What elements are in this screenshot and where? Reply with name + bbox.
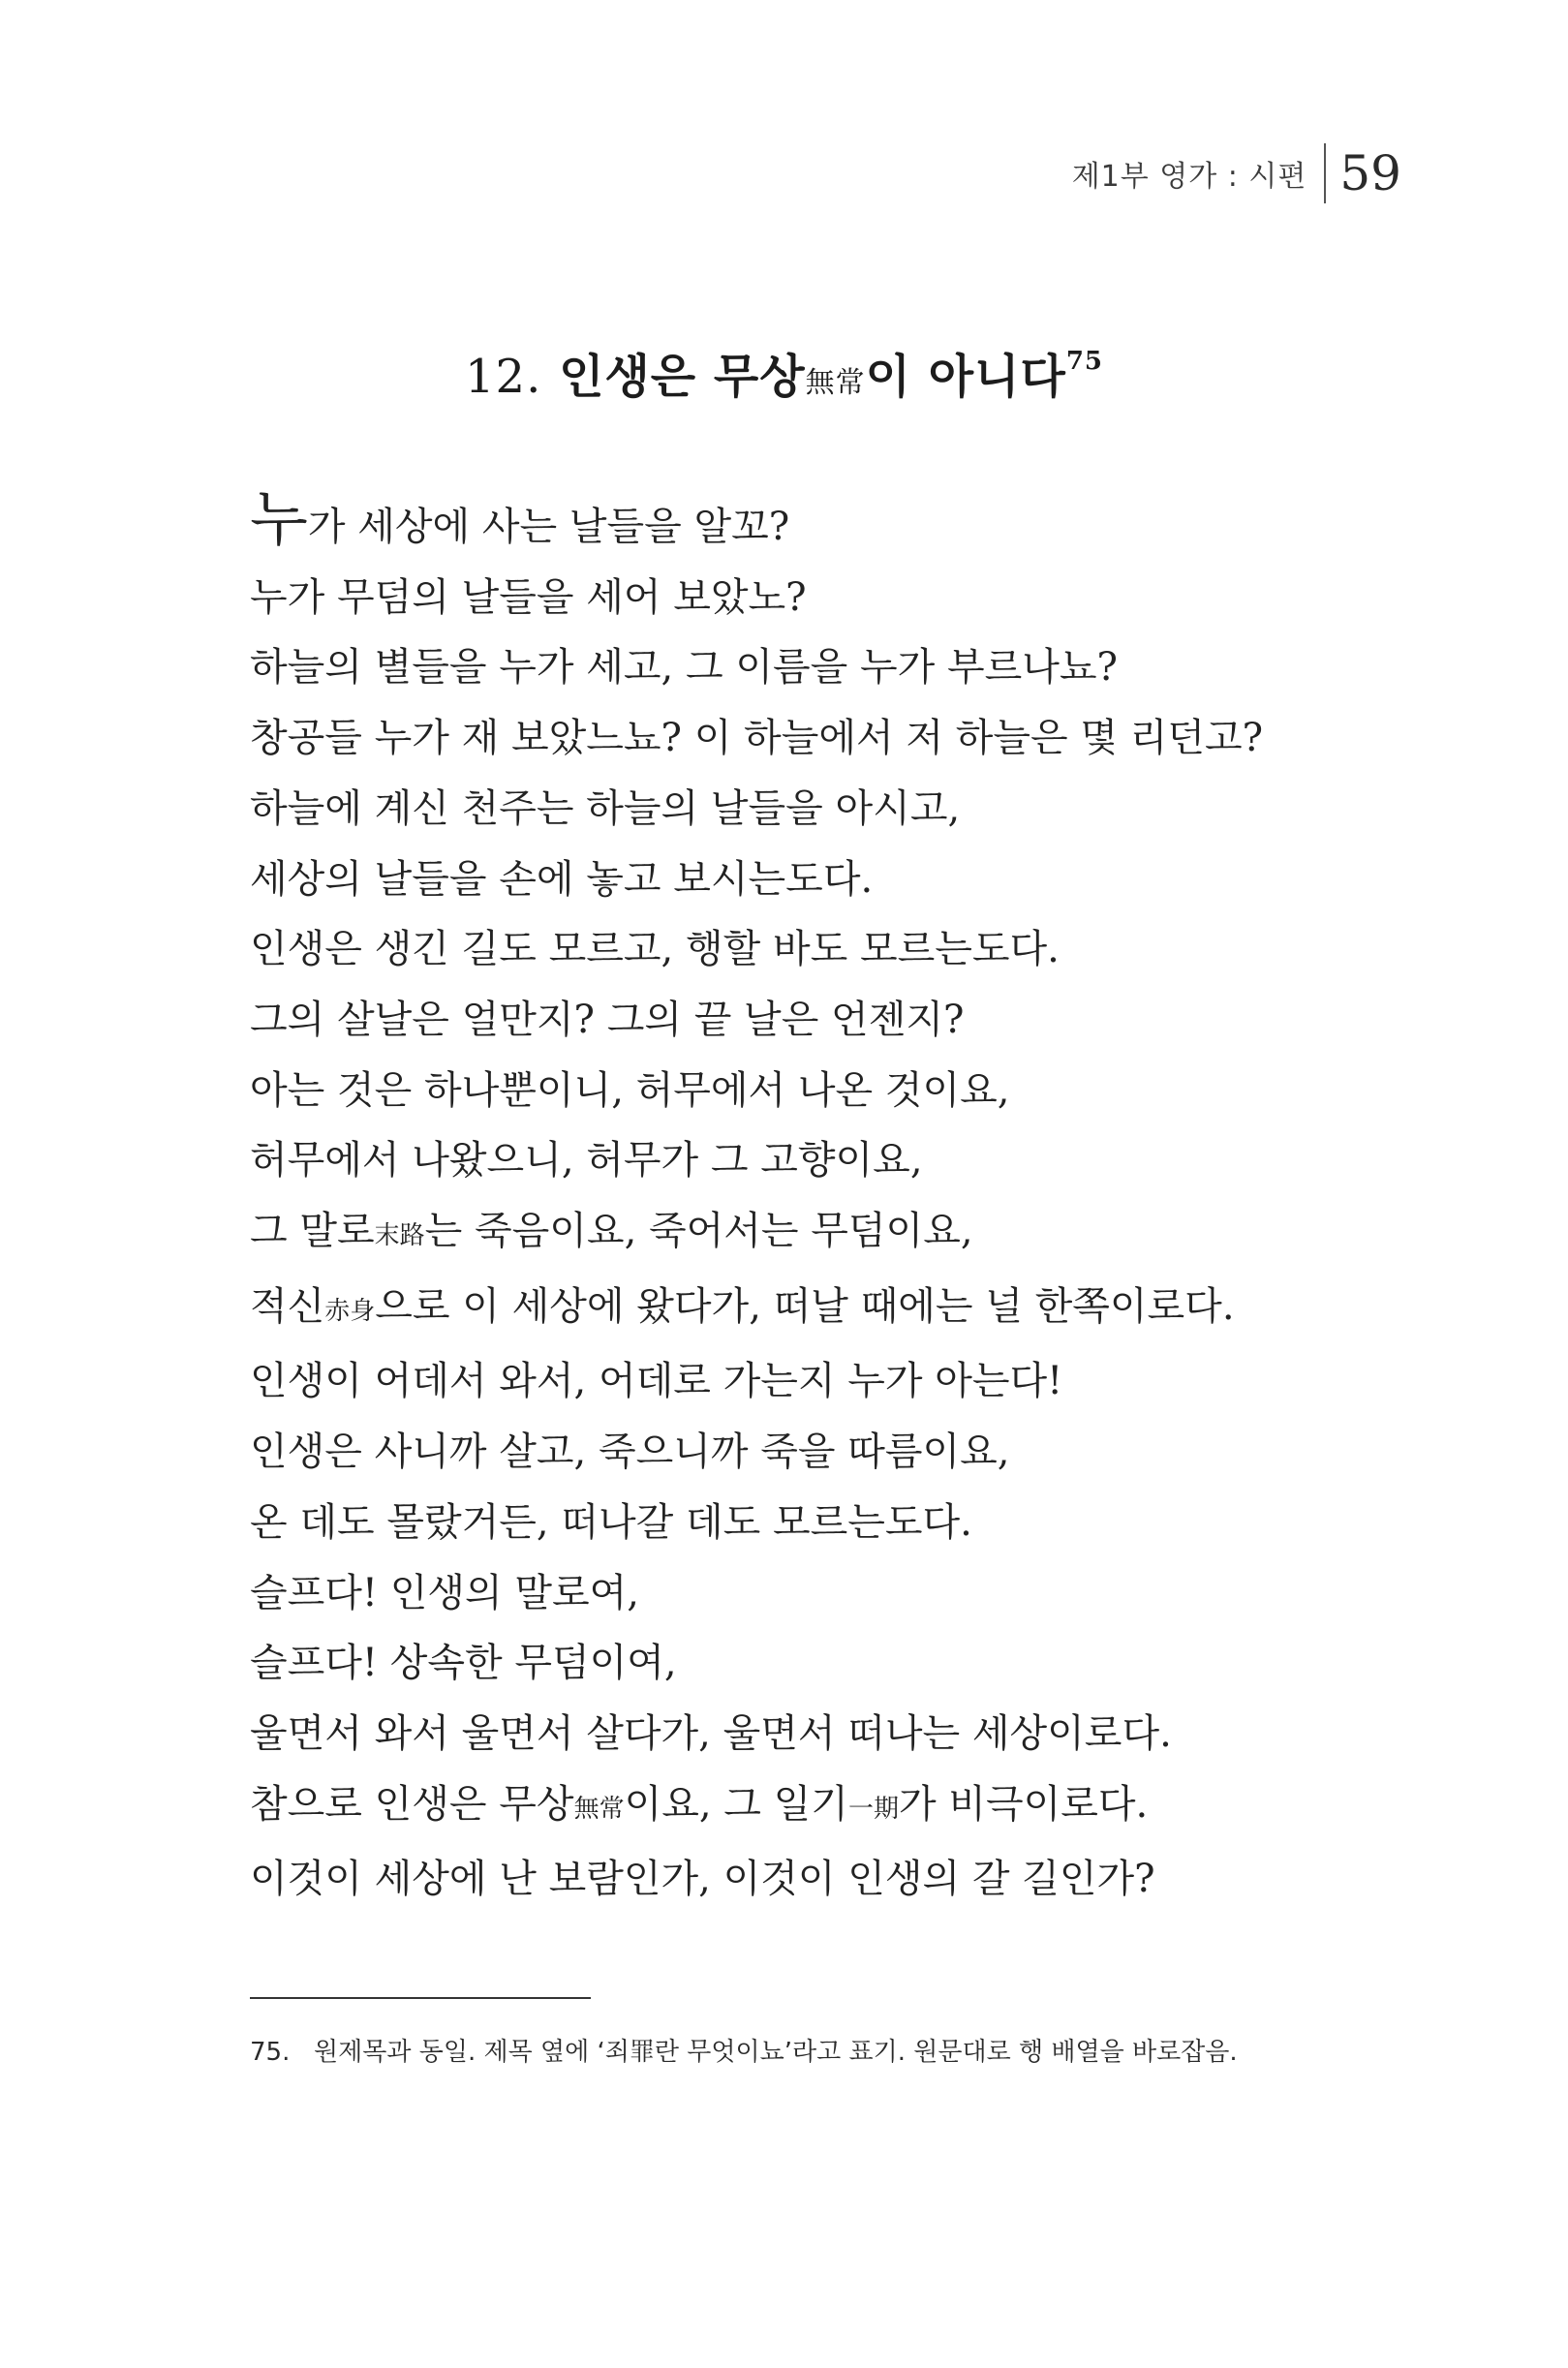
poem-line: 슬프다! 인생의 말로여,: [250, 1570, 639, 1615]
poem-line: 하늘에 계신 천주는 하늘의 날들을 아시고,: [250, 785, 961, 831]
poem-title: [0, 339, 1568, 406]
poem-line: 누가 세상에 사는 날들을 알꼬?: [250, 483, 790, 554]
poem-title-hanja: 無常: [805, 366, 866, 400]
poem-line: 세상의 날들을 손에 놓고 보시는도다.: [250, 856, 874, 902]
page-number: 59: [1339, 145, 1401, 201]
running-header: [1072, 143, 1401, 203]
hanja-annotation: 末路: [374, 1221, 425, 1251]
poem-line: 그 말로末路는 죽음이요, 죽어서는 무덤이요,: [250, 1209, 973, 1254]
poem-line: 참으로 인생은 무상無常이요, 그 일기一期가 비극이로다.: [250, 1781, 1149, 1827]
poem-line: 온 데도 몰랐거든, 떠나갈 데도 모르는도다.: [250, 1499, 972, 1545]
poem-line: 누가 무덤의 날들을 세어 보았노?: [250, 574, 807, 620]
poem-line: 인생은 생긴 길도 모르고, 행할 바도 모르는도다.: [250, 927, 1060, 972]
poem-line: 인생은 사니까 살고, 죽으니까 죽을 따름이요,: [250, 1430, 1010, 1475]
poem-number: 12.: [465, 350, 542, 404]
section-title: 제1부 영가 : 시편: [1071, 160, 1307, 194]
poem-line: 적신赤身으로 이 세상에 왔다가, 떠날 때에는 널 한쪽이로다.: [250, 1283, 1235, 1329]
poem-body: [250, 483, 1364, 1915]
poem-line: 슬프다! 상속한 무덤이여,: [250, 1641, 677, 1686]
poem-line: 이것이 세상에 난 보람인가, 이것이 인생의 갈 길인가?: [250, 1857, 1155, 1902]
poem-title-text-after: 이 아니다: [865, 350, 1066, 404]
hanja-annotation: 一期: [847, 1794, 899, 1824]
footnote: [250, 2032, 1412, 2068]
hanja-annotation: 無常: [573, 1794, 625, 1824]
hanja-annotation: 赤身: [324, 1296, 376, 1326]
poem-line: 인생이 어데서 와서, 어데로 가는지 누가 아는다!: [250, 1359, 1063, 1404]
drop-cap: 누: [250, 483, 308, 554]
footnote-number: 75.: [250, 2038, 291, 2067]
footnote-divider: [250, 1997, 591, 1999]
header-divider: [1324, 143, 1326, 203]
poem-line: 그의 살날은 얼만지? 그의 끝 날은 언젠지?: [250, 997, 965, 1042]
footnote-ref: 75: [1065, 347, 1103, 376]
poem-line: 울면서 와서 울면서 살다가, 울면서 떠나는 세상이로다.: [250, 1710, 1172, 1756]
poem-line: 하늘의 별들을 누가 세고, 그 이름을 누가 부르나뇨?: [250, 645, 1118, 691]
poem-line: 아는 것은 하나뿐이니, 허무에서 나온 것이요,: [250, 1067, 1010, 1113]
poem-line: 창공들 누가 재 보았느뇨? 이 하늘에서 저 하늘은 몇 리던고?: [250, 716, 1264, 761]
footnote-text: 원제목과 동일. 제목 옆에 ‘죄罪란 무엇이뇨’라고 표기. 원문대로 행 배열을 바로잡음.: [314, 2038, 1238, 2067]
poem-title-text: 인생은 무상: [559, 350, 806, 404]
poem-line: 허무에서 나왔으니, 허무가 그 고향이요,: [250, 1138, 923, 1184]
